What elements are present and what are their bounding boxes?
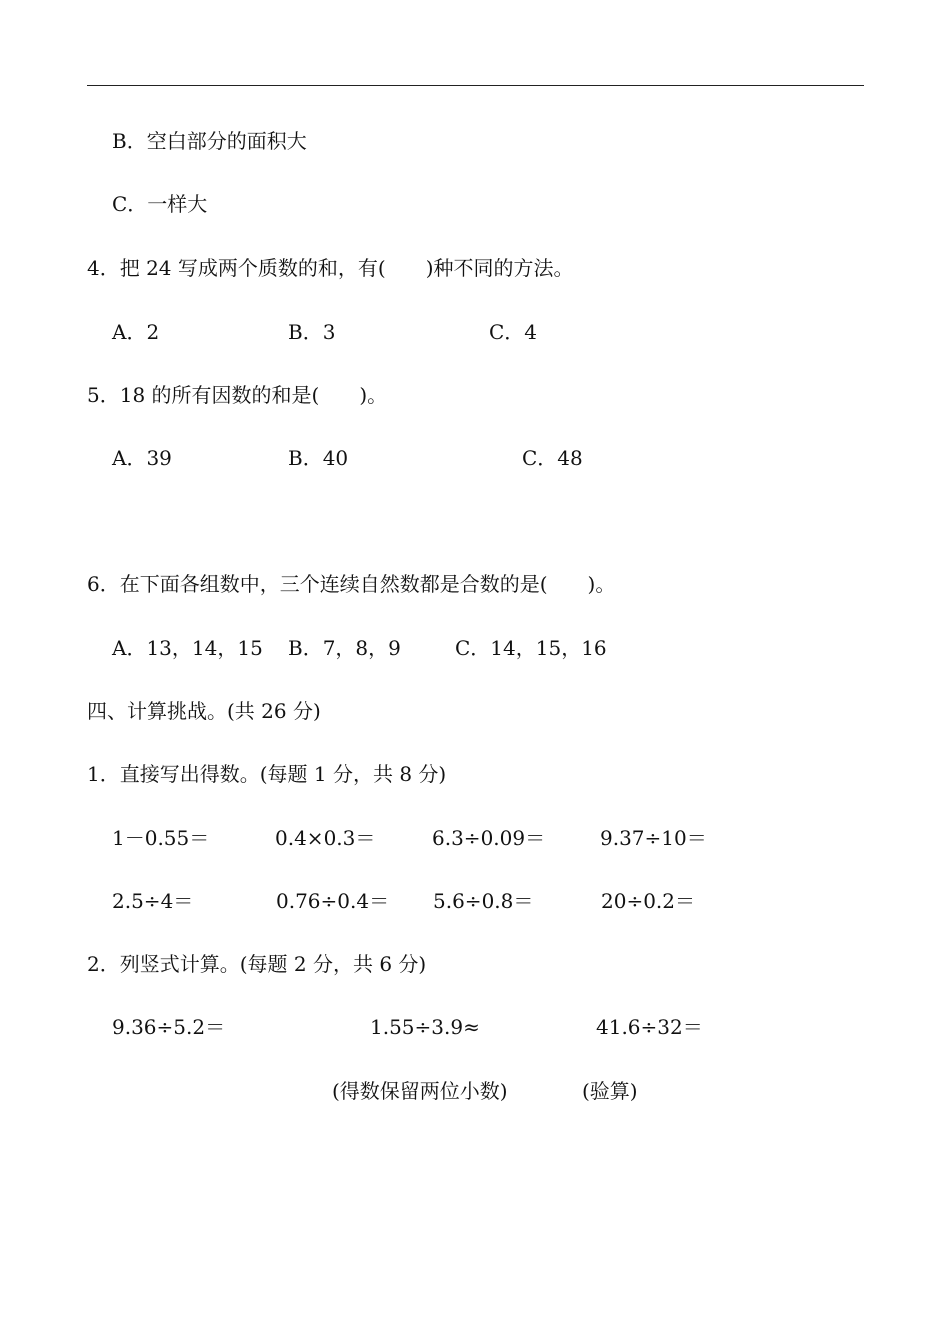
oral-problem: 2.5÷4＝ (112, 889, 194, 913)
q4-stem: 4．把 24 写成两个质数的和，有( )种不同的方法。 (87, 256, 574, 280)
q5-stem: 5．18 的所有因数的和是( )。 (87, 383, 388, 407)
q3-option-b: B．空白部分的面积大 (112, 129, 307, 153)
q5-option-c: C．48 (522, 446, 583, 470)
oral-problem: 0.76÷0.4＝ (276, 889, 390, 913)
part2-title: 2．列竖式计算。(每题 2 分，共 6 分) (87, 952, 427, 976)
q5-option-a: A．39 (112, 446, 172, 470)
part1-title: 1．直接写出得数。(每题 1 分，共 8 分) (87, 762, 447, 786)
section4-heading: 四、计算挑战。(共 26 分) (87, 699, 321, 723)
q4-option-a: A．2 (112, 320, 160, 344)
oral-problem: 6.3÷0.09＝ (432, 826, 546, 850)
q4-option-c: C．4 (489, 320, 538, 344)
vertical-problem: 41.6÷32＝ (596, 1015, 703, 1039)
header-rule (87, 85, 864, 86)
q3-option-c: C．一样大 (112, 192, 208, 216)
check-note: (验算) (582, 1079, 638, 1103)
q6-stem: 6．在下面各组数中，三个连续自然数都是合数的是( )。 (87, 572, 616, 596)
rounding-note: (得数保留两位小数) (332, 1079, 508, 1103)
oral-problem: 0.4×0.3＝ (275, 826, 376, 850)
q4-option-b: B．3 (288, 320, 336, 344)
vertical-problem: 9.36÷5.2＝ (112, 1015, 226, 1039)
q6-option-c: C．14，15，16 (455, 636, 607, 660)
oral-problem: 20÷0.2＝ (601, 889, 696, 913)
q5-option-b: B．40 (288, 446, 349, 470)
q6-option-a: A．13，14，15 (112, 636, 263, 660)
oral-problem: 5.6÷0.8＝ (433, 889, 534, 913)
oral-problem: 1－0.55＝ (112, 826, 210, 850)
oral-problem: 9.37÷10＝ (600, 826, 707, 850)
q6-option-b: B．7，8，9 (288, 636, 401, 660)
vertical-problem: 1.55÷3.9≈ (370, 1015, 480, 1039)
